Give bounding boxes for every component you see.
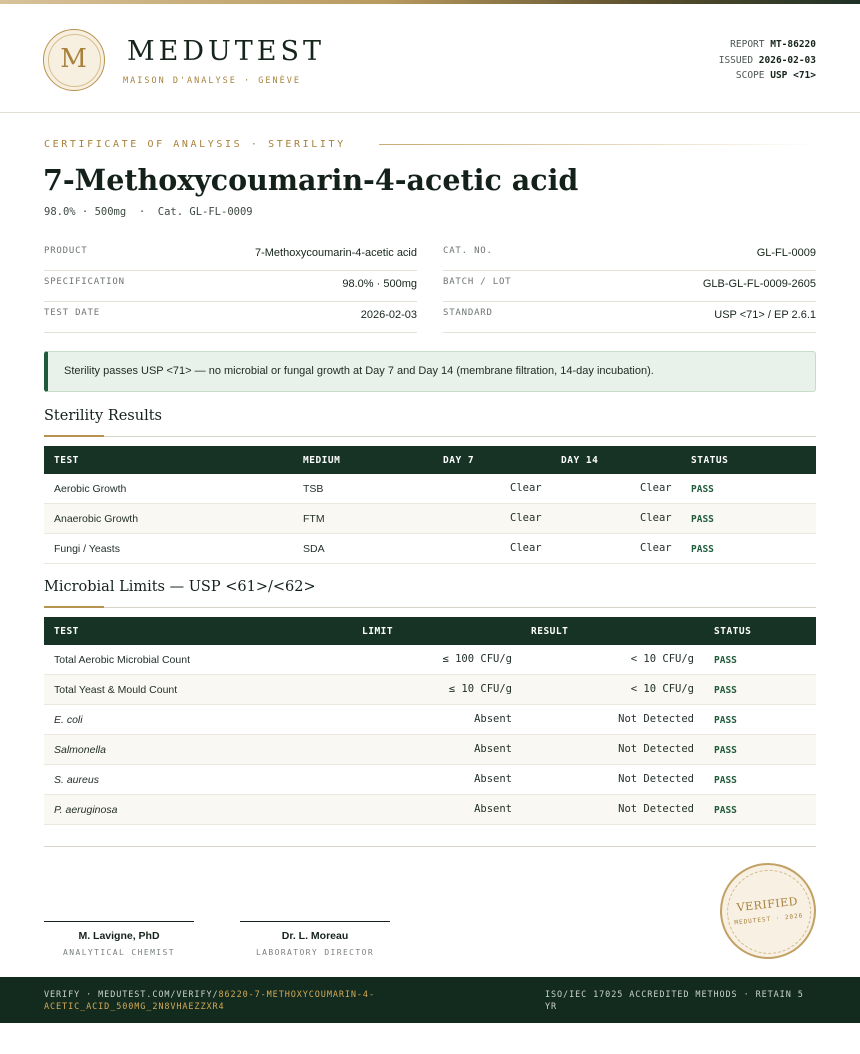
meta-report xyxy=(719,37,816,53)
table-cell: Total Aerobic Microbial Count xyxy=(54,654,190,666)
accreditation-note: ISO/IEC 17025 ACCREDITED METHODS · RETAIN 5 YR xyxy=(545,990,804,1012)
signature-line xyxy=(44,921,194,922)
status-badge: PASS xyxy=(714,655,737,666)
table-row xyxy=(44,675,816,705)
text-value: 98.0% · 500mg xyxy=(342,278,417,290)
status-badge: PASS xyxy=(691,544,714,555)
text-value: BATCH / LOT xyxy=(443,277,512,287)
meta-scope xyxy=(719,68,816,84)
table-cell: Clear xyxy=(640,512,672,524)
table-row xyxy=(44,645,816,675)
text-value: ISSUED xyxy=(718,54,754,66)
seal-subtitle: MEDUTEST · 2026 xyxy=(734,912,804,927)
signatory-name: Dr. L. Moreau xyxy=(281,930,349,942)
table-cell: Clear xyxy=(640,482,672,494)
table-row xyxy=(44,474,816,504)
table-cell: Absent xyxy=(474,803,512,815)
info-grid-left xyxy=(44,240,417,333)
brand-name: MEDUTEST xyxy=(127,36,325,67)
info-row-batch xyxy=(443,271,816,302)
signature-divider xyxy=(44,846,816,847)
verified-seal xyxy=(715,858,821,964)
signature-line xyxy=(240,921,390,922)
sterility-pass-notice xyxy=(44,351,816,392)
text-value: MT-86220 xyxy=(770,39,816,50)
status-badge: PASS xyxy=(714,745,737,756)
col-medium: MEDIUM xyxy=(303,455,341,466)
table-cell: Clear xyxy=(510,542,542,554)
microbial-section-heading xyxy=(44,578,816,608)
text-value: REPORT xyxy=(730,39,765,50)
col-result: RESULT xyxy=(531,626,569,637)
heading-accent xyxy=(44,606,104,608)
table-cell: SDA xyxy=(303,543,325,555)
table-cell: Total Yeast & Mould Count xyxy=(54,684,178,696)
signature-analyst xyxy=(44,921,194,957)
table-header xyxy=(44,446,816,474)
sterility-section-heading xyxy=(44,407,816,437)
info-row-cat-no xyxy=(443,240,816,271)
report-meta xyxy=(719,37,816,84)
status-badge: PASS xyxy=(714,805,737,816)
table-cell: E. coli xyxy=(54,714,83,726)
page-bottom xyxy=(0,1023,860,1054)
document-eyebrow: CERTIFICATE OF ANALYSIS · STERILITY xyxy=(44,139,346,150)
table-cell: Aerobic Growth xyxy=(54,483,127,495)
table-cell: Absent xyxy=(474,743,512,755)
table-row xyxy=(44,504,816,534)
text-value: PRODUCT xyxy=(44,246,88,256)
microbial-heading-text: Microbial Limits — USP <61>/<62> xyxy=(44,579,316,595)
table-cell: Absent xyxy=(474,773,512,785)
col-test: TEST xyxy=(54,626,79,637)
text-value: 2026-02-03 xyxy=(360,309,417,321)
table-cell: Not Detected xyxy=(618,743,694,755)
col-day14: DAY 14 xyxy=(561,455,599,466)
table-cell: TSB xyxy=(303,483,324,495)
text-value: STANDARD xyxy=(443,308,493,318)
report-header xyxy=(0,4,860,113)
table-cell: ≤ 10 CFU/g xyxy=(448,683,512,695)
table-row xyxy=(44,735,816,765)
text-value: VERIFY · MEDUTEST.COM/VERIFY/ xyxy=(44,990,219,1000)
heading-accent xyxy=(44,435,104,437)
table-cell: Not Detected xyxy=(618,803,694,815)
microbial-table xyxy=(44,617,816,825)
text-value: 86220-7-METHOXYCOUMARIN-4-ACETIC_ACID_500MG_2N8VHAEZZXR4 xyxy=(44,990,375,1012)
table-cell: Clear xyxy=(510,482,542,494)
report-footer xyxy=(0,977,860,1023)
table-cell: Not Detected xyxy=(618,773,694,785)
info-grid-right xyxy=(443,240,816,333)
col-day7: DAY 7 xyxy=(443,455,475,466)
text-value: TEST DATE xyxy=(44,308,100,318)
info-row-test-date xyxy=(44,302,417,333)
table-cell: < 10 CFU/g xyxy=(630,653,694,665)
info-row-standard xyxy=(443,302,816,333)
sterility-table xyxy=(44,446,816,564)
text-value: 2026-02-03 xyxy=(758,54,816,66)
table-cell: Fungi / Yeasts xyxy=(54,543,120,555)
info-row-product xyxy=(44,240,417,271)
table-cell: P. aeruginosa xyxy=(54,804,118,816)
sterility-heading-text: Sterility Results xyxy=(44,408,162,424)
table-cell: Salmonella xyxy=(54,744,106,756)
table-row xyxy=(44,765,816,795)
text-value: SPECIFICATION xyxy=(44,277,125,287)
table-cell: Clear xyxy=(510,512,542,524)
table-cell: FTM xyxy=(303,513,325,525)
text-value: CAT. NO. xyxy=(443,246,493,256)
table-cell: Absent xyxy=(474,713,512,725)
col-test: TEST xyxy=(54,455,79,466)
signatory-role: LABORATORY DIRECTOR xyxy=(255,948,375,957)
notice-text: Sterility passes USP <71> — no microbial or fungal growth at Day 7 and Day 14 (membrane filtration, 14-day incubation). xyxy=(64,365,654,377)
table-cell: Anaerobic Growth xyxy=(54,513,139,525)
col-status: STATUS xyxy=(691,455,729,466)
signatory-name: M. Lavigne, PhD xyxy=(78,930,160,942)
signatory-role: ANALYTICAL CHEMIST xyxy=(63,948,175,957)
col-status: STATUS xyxy=(714,626,752,637)
text-value: USP <71> xyxy=(770,70,816,81)
text-value: GL-FL-0009 xyxy=(756,247,816,259)
text-value: GLB-GL-FL-0009-2605 xyxy=(702,278,816,290)
status-badge: PASS xyxy=(714,685,737,696)
table-cell: Clear xyxy=(640,542,672,554)
status-badge: PASS xyxy=(691,484,714,495)
table-header xyxy=(44,617,816,645)
meta-issued xyxy=(719,53,816,69)
info-row-specification xyxy=(44,271,417,302)
status-badge: PASS xyxy=(714,775,737,786)
eyebrow-divider xyxy=(379,144,816,145)
table-cell: < 10 CFU/g xyxy=(630,683,694,695)
signature-director xyxy=(240,921,390,957)
text-value: 7-Methoxycoumarin-4-acetic acid xyxy=(254,247,417,259)
table-cell: S. aureus xyxy=(54,774,99,786)
status-badge: PASS xyxy=(714,715,737,726)
brand-tagline: MAISON D'ANALYSE · GENÈVE xyxy=(123,76,301,86)
col-limit: LIMIT xyxy=(362,626,394,637)
table-cell: ≤ 100 CFU/g xyxy=(442,653,512,665)
table-row xyxy=(44,534,816,564)
table-cell: Not Detected xyxy=(618,713,694,725)
product-title: 7-Methoxycoumarin-4-acetic acid xyxy=(43,163,579,197)
logo-letter: M xyxy=(60,44,87,74)
seal-title: VERIFIED xyxy=(736,894,799,915)
table-row xyxy=(44,795,816,825)
text-value: USP <71> / EP 2.6.1 xyxy=(714,309,816,321)
text-value: SCOPE xyxy=(735,70,765,81)
product-subtitle: 98.0% · 500mg · Cat. GL-FL-0009 xyxy=(44,206,253,218)
table-row xyxy=(44,705,816,735)
status-badge: PASS xyxy=(691,514,714,525)
brand-logo-seal xyxy=(43,29,105,91)
verify-link[interactable] xyxy=(44,989,394,1013)
